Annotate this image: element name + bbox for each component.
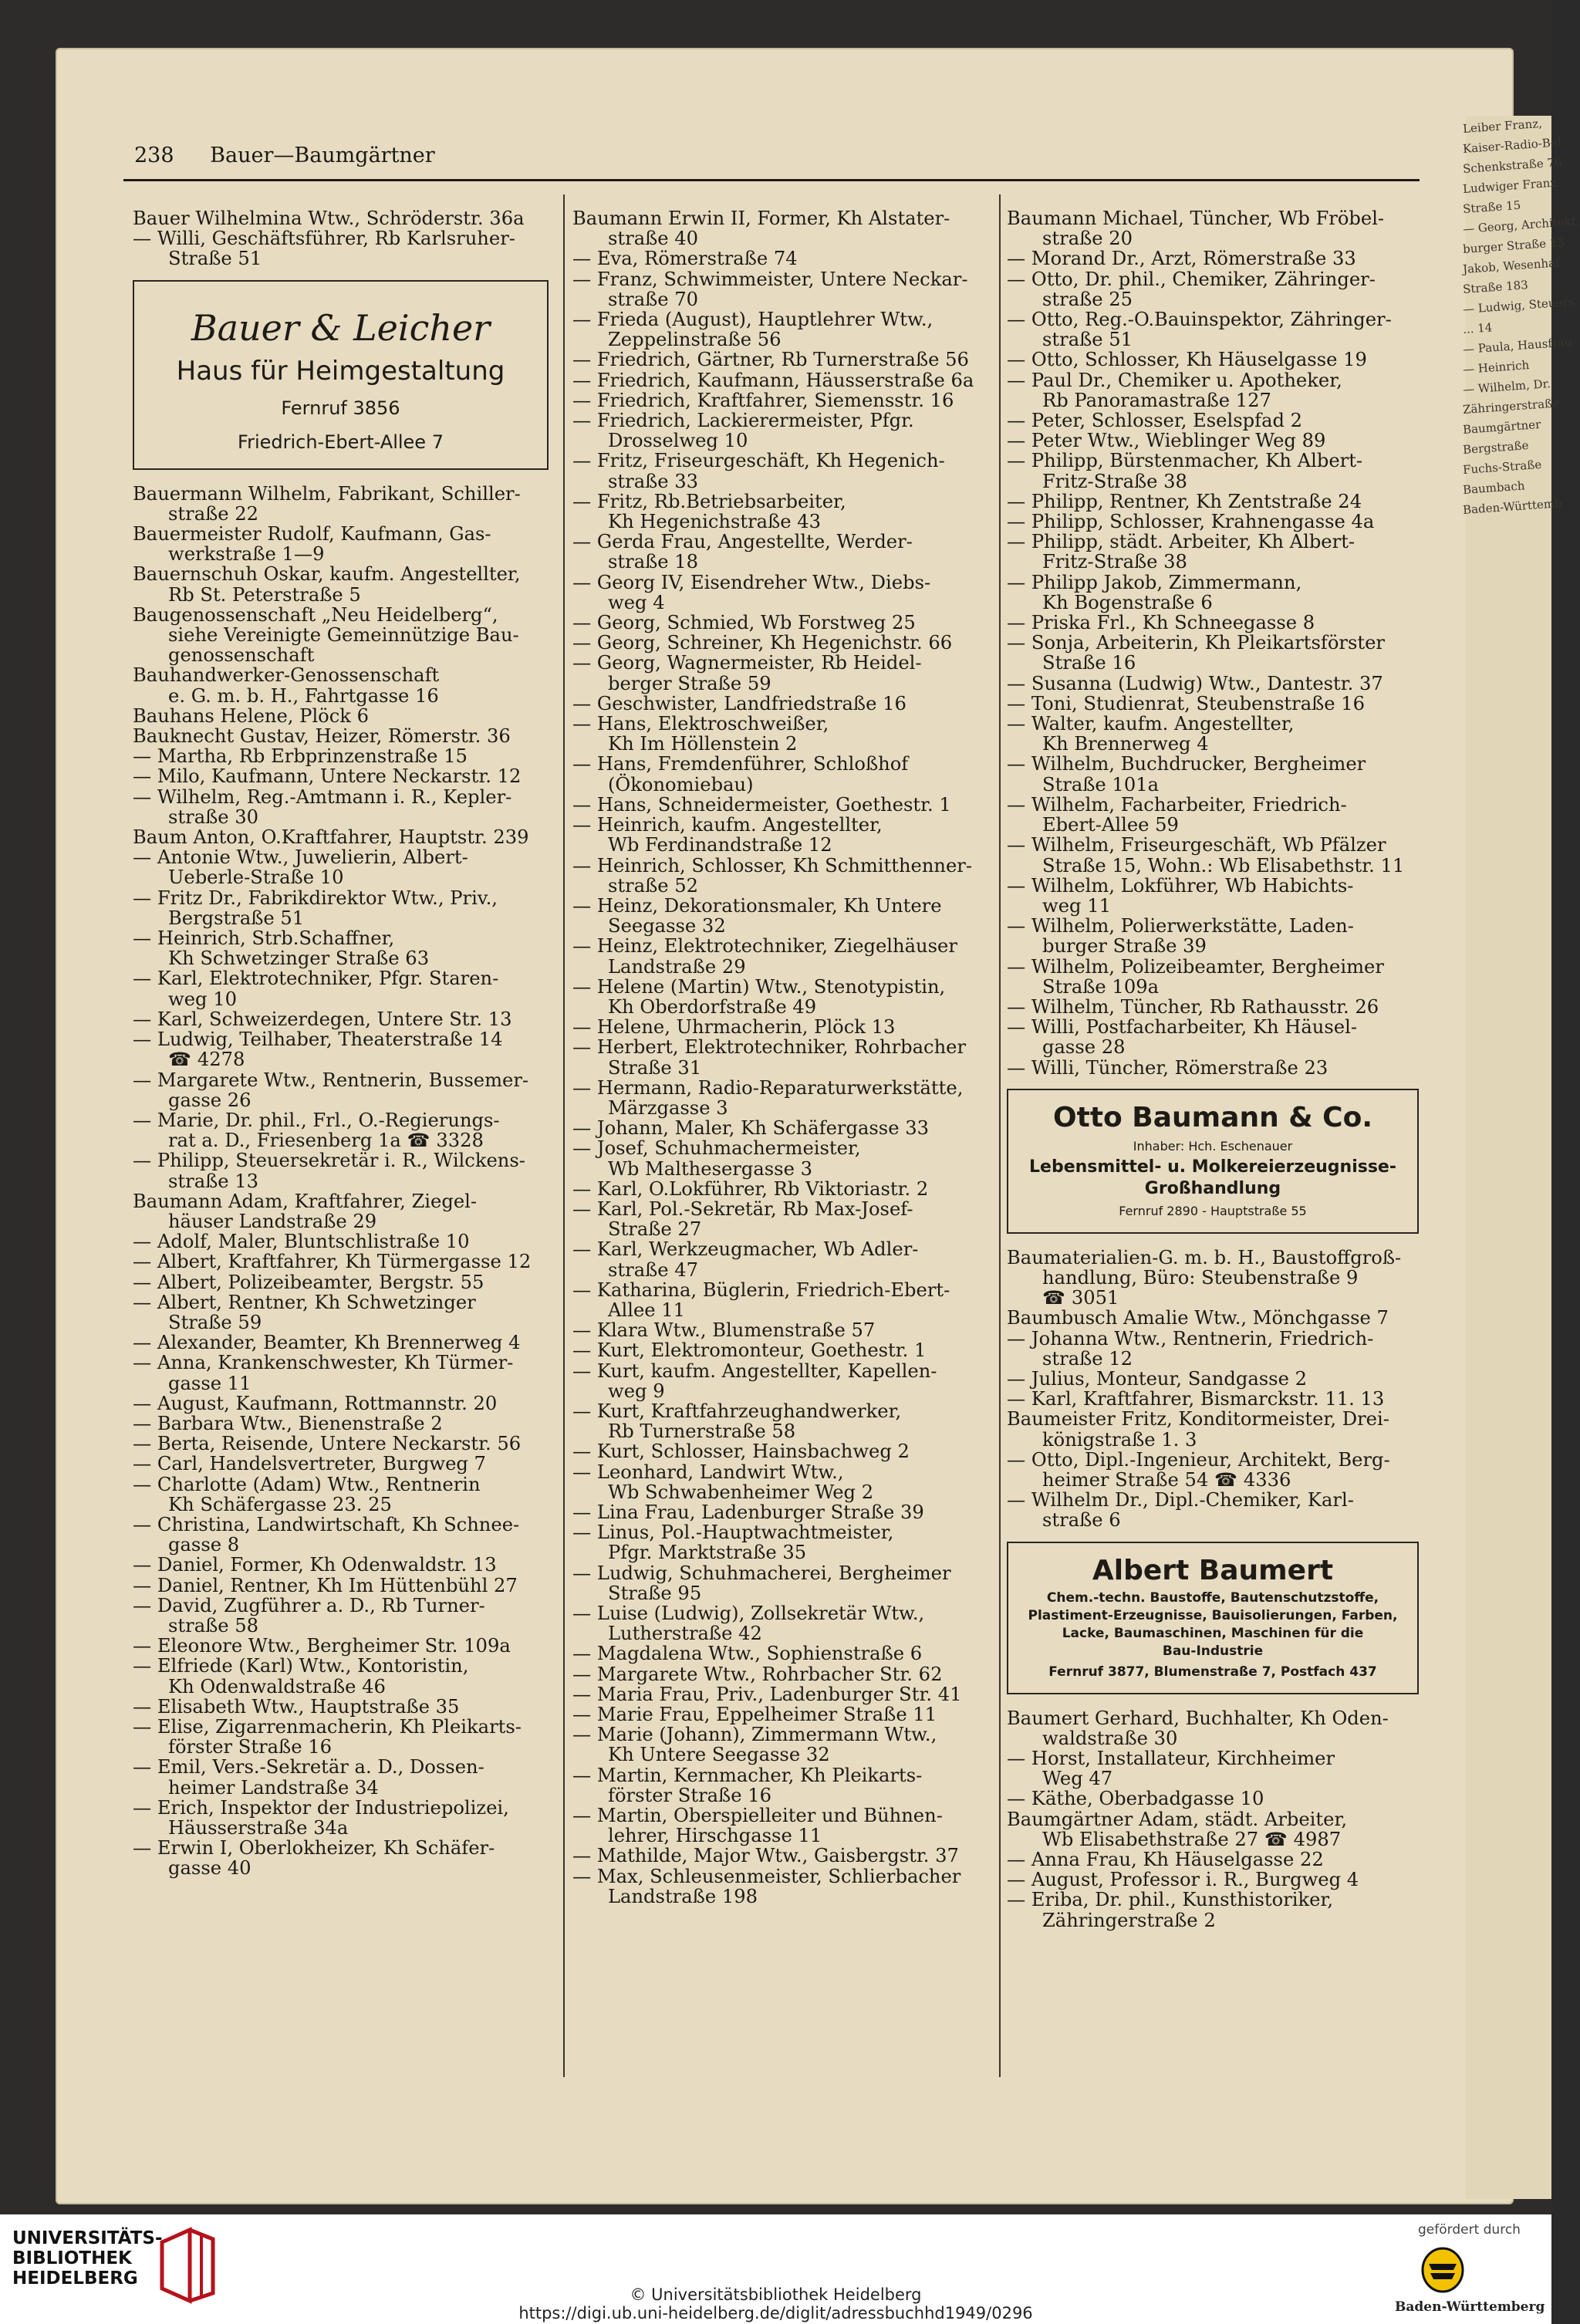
edge-text-fragment: Baumgärtner [1462,417,1541,437]
directory-entry: — Josef, Schuhmachermeister, Wb Malthesergasse 3 [572,1137,861,1180]
copyright-notice: © Universitätsbibliothek Heidelberg [630,2285,922,2304]
directory-entry: — Geschwister, Landfriedstraße 16 [572,692,906,714]
directory-entry: — Hans, Elektroschweißer, Kh Im Höllenstein 2 [572,713,829,755]
directory-entry: Bauer Wilhelmina Wtw., Schröderstr. 36a [133,208,525,229]
directory-entry: — Friedrich, Kaufmann, Häusserstraße 6a [572,369,974,391]
directory-entry: — Georg IV, Eisendreher Wtw., Diebs- weg 4 [572,571,931,613]
directory-entry: — Margarete Wtw., Rentnerin, Bussemer- gasse 26 [133,1069,529,1111]
library-name-line: HEIDELBERG [12,2268,138,2289]
edge-text-fragment: Jakob, Wesenhaf [1462,255,1561,276]
directory-entry: — Willi, Postfacharbeiter, Kh Häusel- gasse 28 [1007,1016,1358,1059]
edge-text-fragment: Kaiser-Radio-Bel [1462,135,1562,156]
directory-entry: Baumert Gerhard, Buchhalter, Kh Oden- waldstraße 30 [1007,1707,1389,1749]
directory-entry: — Kurt, kaufm. Angestellter, Kapellen- weg 9 [572,1360,937,1402]
ad-business-line: Bau-Industrie [1162,1643,1264,1659]
directory-entry: — Elisabeth Wtw., Hauptstraße 35 [133,1695,460,1718]
directory-entry: — Leonhard, Landwirt Wtw., Wb Schwabenheimer Weg 2 [572,1461,874,1503]
directory-entry: — Anna, Krankenschwester, Kh Türmer- gasse 11 [133,1352,514,1394]
directory-entry: — Friedrich, Gärtner, Rb Turnerstraße 56 [572,349,969,371]
directory-entry: — Anna Frau, Kh Häuselgasse 22 [1007,1849,1324,1870]
directory-entry: — Erwin I, Oberlokheizer, Kh Schäfer- gasse 40 [133,1837,495,1880]
directory-entry: — Friedrich, Kraftfahrer, Siemensstr. 16 [572,389,954,411]
directory-entry: Baumeister Fritz, Konditormeister, Drei- königstraße 1. 3 [1007,1408,1389,1451]
directory-entry: Baumann Michael, Tüncher, Wb Fröbel- straße 20 [1007,208,1385,250]
edge-text-fragment: — Ludwig, Steuers [1462,294,1575,316]
edge-text-fragment: Straße 15 [1462,198,1521,216]
directory-entry: — Wilhelm, Reg.-Amtmann i. R., Kepler- straße 30 [133,785,512,828]
directory-entry: — Georg, Schmied, Wb Forstweg 25 [572,612,916,634]
directory-entry: — Gerda Frau, Angestellte, Werder- straße 18 [572,531,913,573]
directory-entry: — Max, Schleusenmeister, Schlierbacher Landstraße 198 [572,1865,961,1907]
library-name [12,2228,163,2289]
footer-bar [0,2214,1551,2324]
directory-entry: — Philipp, Bürstenmacher, Kh Albert- Fritz-Straße 38 [1007,450,1363,492]
directory-entry: Baumbusch Amalie Wtw., Mönchgasse 7 [1007,1307,1389,1329]
edge-text-fragment: Schenkstraße 76 [1462,155,1563,176]
directory-entry: — Toni, Studienrat, Steubenstraße 16 [1007,692,1366,714]
directory-entry: Baumaterialien-G. m. b. H., Baustoffgroß- handlung, Büro: Steubenstraße 9 ☎ 3051 [1007,1246,1402,1309]
directory-entry: — Karl, Elektrotechniker, Pfgr. Staren- weg 10 [133,968,499,1010]
edge-text-fragment: Bergstraße [1462,438,1529,457]
directory-entry: — Philipp, Rentner, Kh Zentstraße 24 [1007,490,1362,512]
directory-entry: — Lina Frau, Ladenburger Straße 39 [572,1501,924,1523]
ad-business-line: Plastiment-Erzeugnisse, Bauisolierungen, Farben, [1028,1607,1398,1623]
directory-entry: — Fritz Dr., Fabrikdirektor Wtw., Priv., Bergstraße 51 [133,887,498,929]
directory-entry: — Wilhelm Dr., Dipl.-Chemiker, Karl- straße 6 [1007,1489,1354,1532]
running-title: Bauer—Baumgärtner [210,144,435,167]
directory-entry: — Mathilde, Major Wtw., Gaisbergstr. 37 [572,1845,959,1867]
directory-entry: — Friedrich, Lackierermeister, Pfgr. Drosselweg 10 [572,410,914,452]
ad-business-line: Chem.-techn. Baustoffe, Bautenschutzstoffe, [1046,1589,1379,1606]
directory-entry: — Margarete Wtw., Rohrbacher Str. 62 [572,1663,943,1685]
directory-entry: — August, Kaufmann, Rottmannstr. 20 [133,1392,498,1414]
directory-entry: — Fritz, Rb.Betriebsarbeiter, Kh Hegenichstraße 43 [572,490,846,533]
directory-entry: — Georg, Schreiner, Kh Hegenichstr. 66 [572,632,953,654]
header-rule [123,179,1420,181]
edge-text-fragment: Baumbach [1462,478,1526,497]
directory-entry: — Carl, Handelsvertreter, Burgweg 7 [133,1453,486,1475]
directory-entry: — Karl, Schweizerdegen, Untere Str. 13 [133,1008,512,1030]
directory-entry: — Erich, Inspektor der Industriepolizei, Häusserstraße 34a [133,1796,509,1839]
directory-entry: — Johann, Maler, Kh Schäfergasse 33 [572,1117,929,1140]
directory-entry: — Philipp Jakob, Zimmermann, Kh Bogenstraße 6 [1007,571,1302,613]
directory-entry: — Ludwig, Teilhaber, Theaterstraße 14 ☎ 4278 [133,1029,503,1071]
directory-entry: — Helene, Uhrmacherin, Plöck 13 [572,1016,896,1039]
directory-entry: Baugenossenschaft „Neu Heidelberg“, siehe Vereinigte Gemeinnützige Bau- genossenschaft [133,603,519,667]
state-name: Baden-Württemberg [1395,2299,1545,2315]
column-divider [999,194,1001,2077]
advertisement-box [1007,1089,1419,1234]
directory-entry: — Peter, Schlosser, Eselspfad 2 [1007,410,1303,432]
directory-entry: — Maria Frau, Priv., Ladenburger Str. 41 [572,1683,962,1705]
directory-entry: — David, Zugführer a. D., Rb Turner- straße 58 [133,1594,485,1637]
edge-text-fragment: — Georg, Architekt, [1462,214,1580,236]
directory-entry: — Wilhelm, Polizeibeamter, Bergheimer Straße 109a [1007,955,1384,998]
adjacent-page-edge [1462,116,1580,2199]
edge-text-fragment: ... 14 [1462,320,1493,336]
directory-entry: — August, Professor i. R., Burgweg 4 [1007,1869,1359,1891]
directory-entry: — Philipp, städt. Arbeiter, Kh Albert- Fritz-Straße 38 [1007,531,1355,573]
directory-entry: — Wilhelm, Friseurgeschäft, Wb Pfälzer Straße 15, Wohn.: Wb Elisabethstr. 11 [1007,834,1405,877]
directory-entry: — Herbert, Elektrotechniker, Rohrbacher Straße 31 [572,1036,967,1079]
funding-note: gefördert durch [1418,2222,1521,2238]
directory-entry: — Käthe, Oberbadgasse 10 [1007,1788,1264,1810]
directory-entry: Baum Anton, O.Kraftfahrer, Hauptstr. 239 [133,826,529,849]
directory-entry: Bauernschuh Oskar, kaufm. Angestellter, Rb St. Peterstraße 5 [133,563,521,606]
edge-text-fragment: — Wilhelm, Dr. [1462,377,1551,397]
directory-entry: — Paul Dr., Chemiker u. Apotheker, Rb Panoramastraße 127 [1007,369,1342,411]
column-1 [133,208,553,1879]
directory-entry: — Morand Dr., Arzt, Römerstraße 33 [1007,248,1356,270]
directory-entry: — Karl, O.Lokführer, Rb Viktoriastr. 2 [572,1177,929,1200]
ad-phone: Fernruf 3877, Blumenstraße 7, Postfach 437 [1048,1664,1377,1680]
directory-entry: — Georg, Wagnermeister, Rb Heidel- berger Straße 59 [572,652,922,694]
directory-entry: — Eleonore Wtw., Bergheimer Str. 109a [133,1635,511,1657]
directory-entry: — Wilhelm, Polierwerkstätte, Laden- burger Straße 39 [1007,915,1354,958]
directory-entry: — Frieda (August), Hauptlehrer Wtw., Zeppelinstraße 56 [572,309,933,351]
edge-text-fragment: Zähringerstraße [1462,396,1560,417]
directory-entry: — Albert, Rentner, Kh Schwetzinger Straße 59 [133,1291,476,1333]
directory-entry: — Karl, Kraftfahrer, Bismarckstr. 11. 13 [1007,1388,1385,1410]
source-url[interactable]: https://digi.ub.uni-heidelberg.de/diglit/adressbuchhd1949/0296 [518,2304,1033,2322]
directory-entry: — Magdalena Wtw., Sophienstraße 6 [572,1643,923,1665]
directory-entry: — Wilhelm, Buchdrucker, Bergheimer Straße 101a [1007,753,1366,795]
ad-company-name: Albert Baumert [1092,1554,1334,1586]
edge-text-fragment: Baden-Württemb [1462,496,1563,517]
directory-entry: — Adolf, Maler, Bluntschlistraße 10 [133,1231,470,1253]
directory-entry: — Wilhelm, Tüncher, Rb Rathausstr. 26 [1007,995,1379,1018]
directory-entry: — Heinz, Elektrotechniker, Ziegelhäuser Landstraße 29 [572,935,957,978]
directory-entry: — Philipp, Steuersekretär i. R., Wilckens- straße 13 [133,1150,525,1192]
directory-entry: — Willi, Tüncher, Römerstraße 23 [1007,1056,1328,1079]
ad-business-line: Lacke, Baumaschinen, Maschinen für die [1062,1625,1364,1641]
ad-phone: Fernruf 2890 - Hauptstraße 55 [1119,1203,1307,1218]
directory-entry: — Christina, Landwirtschaft, Kh Schnee- gasse 8 [133,1513,520,1556]
directory-entry: — Heinz, Dekorationsmaler, Kh Untere Seegasse 32 [572,894,942,937]
edge-text-fragment: — Paula, Hausfrau [1462,335,1573,356]
directory-entry: — Wilhelm, Facharbeiter, Friedrich- Ebert-Allee 59 [1007,793,1347,836]
directory-entry: — Hermann, Radio-Reparaturwerkstätte, Märzgasse 3 [572,1076,964,1119]
directory-entry: — Berta, Reisende, Untere Neckarstr. 56 [133,1433,522,1455]
ad-phone: Fernruf 3856 [281,397,400,419]
directory-entry: — Helene (Martin) Wtw., Stenotypistin, Kh Oberdorfstraße 49 [572,975,946,1018]
ad-company-name: Otto Baumann & Co. [1053,1101,1372,1133]
directory-entry: — Hans, Schneidermeister, Goethestr. 1 [572,793,951,816]
directory-entry: — Priska Frl., Kh Schneegasse 8 [1007,612,1315,634]
directory-entry: — Karl, Werkzeugmacher, Wb Adler- straße 47 [572,1238,919,1281]
directory-entry: — Emil, Vers.-Sekretär a. D., Dossen- heimer Landstraße 34 [133,1756,484,1799]
directory-entry: — Peter Wtw., Wieblinger Weg 89 [1007,430,1326,452]
ad-business-line: Lebensmittel- u. Molkereierzeugnisse- [1029,1157,1396,1177]
library-name-line: UNIVERSITÄTS- [12,2228,163,2248]
advertisement-box [133,280,549,470]
directory-entry: — Ludwig, Schuhmacherei, Bergheimer Straße 95 [572,1562,951,1604]
directory-entry: — Katharina, Büglerin, Friedrich-Ebert- Allee 11 [572,1279,950,1321]
directory-entry: — Walter, kaufm. Angestellter, Kh Brennerweg 4 [1007,713,1295,755]
directory-entry: — Charlotte (Adam) Wtw., Rentnerin Kh Schäfergasse 23. 25 [133,1473,481,1515]
directory-entry: — Horst, Installateur, Kirchheimer Weg 47 [1007,1747,1335,1790]
directory-entry: — Julius, Monteur, Sandgasse 2 [1007,1367,1307,1390]
column-2 [572,208,989,1907]
edge-text-fragment: — Heinrich [1462,358,1530,377]
edge-text-fragment: burger Straße 13 [1462,235,1565,256]
state-coat-of-arms-icon [1418,2244,1467,2293]
directory-entry: — Albert, Polizeibeamter, Bergstr. 55 [133,1271,484,1293]
ad-company-name: Bauer & Leicher [191,306,491,349]
directory-entry: — Martin, Kernmacher, Kh Pleikarts- förster Straße 16 [572,1764,923,1806]
directory-entry: — Heinrich, kaufm. Angestellter, Wb Ferdinandstraße 12 [572,814,883,856]
directory-entry: — Daniel, Rentner, Kh Im Hüttenbühl 27 [133,1574,518,1596]
page-number: 238 [134,144,174,167]
page-header [134,144,435,167]
ad-business-line: Großhandlung [1144,1178,1281,1198]
edge-text-fragment: Leiber Franz, [1462,116,1543,136]
directory-entry: — Kurt, Elektromonteur, Goethestr. 1 [572,1339,927,1362]
directory-entry: Baumann Erwin II, Former, Kh Alstater- straße 40 [572,208,950,250]
directory-entry: — Johanna Wtw., Rentnerin, Friedrich- straße 12 [1007,1327,1374,1370]
directory-entry: — Kurt, Kraftfahrzeughandwerker, Rb Turnerstraße 58 [572,1400,902,1443]
directory-entry: — Albert, Kraftfahrer, Kh Türmergasse 12 [133,1251,532,1273]
directory-entry: — Otto, Schlosser, Kh Häuselgasse 19 [1007,349,1367,371]
directory-entry: — Milo, Kaufmann, Untere Neckarstr. 12 [133,765,522,788]
directory-entry: — Franz, Schwimmeister, Untere Neckar- straße 70 [572,268,968,310]
edge-text-fragment: Ludwiger Franz, [1462,175,1561,196]
ad-address: Friedrich-Ebert-Allee 7 [238,431,444,453]
directory-entry: — Martin, Oberspielleiter und Bühnen- lehrer, Hirschgasse 11 [572,1805,943,1847]
directory-entry: — Philipp, Schlosser, Krahnengasse 4a [1007,511,1375,533]
directory-entry: Baumgärtner Adam, städt. Arbeiter, Wb Elisabethstraße 27 ☎ 4987 [1007,1808,1348,1850]
library-name-line: BIBLIOTHEK [12,2248,132,2268]
directory-entry: — Martha, Rb Erbprinzenstraße 15 [133,745,468,768]
directory-entry: — Alexander, Beamter, Kh Brennerweg 4 [133,1332,521,1354]
ad-owner: Inhaber: Hch. Eschenauer [1133,1138,1293,1154]
directory-entry: Bauermann Wilhelm, Fabrikant, Schiller- straße 22 [133,482,521,525]
directory-entry: — Klara Wtw., Blumenstraße 57 [572,1319,876,1342]
directory-entry: — Antonie Wtw., Juwelierin, Albert- Ueberle-Straße 10 [133,846,468,889]
column-3 [1007,208,1423,1930]
directory-entry: — Sonja, Arbeiterin, Kh Pleikartsförster Straße 16 [1007,632,1385,674]
column-divider [563,194,565,2077]
directory-entry: — Heinrich, Strb.Schaffner, Kh Schwetzinger Straße 63 [133,927,430,970]
directory-entry: — Karl, Pol.-Sekretär, Rb Max-Josef- Straße 27 [572,1197,913,1241]
directory-entry: — Fritz, Friseurgeschäft, Kh Hegenich- straße 33 [572,450,945,492]
directory-entry: Bauhandwerker-Genossenschaft e. G. m. b. H., Fahrtgasse 16 [133,664,440,707]
directory-entry: — Marie, Dr. phil., Frl., O.-Regierungs- rat a. D., Friesenberg 1a ☎ 3328 [133,1109,500,1152]
directory-entry: — Wilhelm, Lokführer, Wb Habichts- weg 11 [1007,874,1354,917]
directory-entry: — Eriba, Dr. phil., Kunsthistoriker, Zähringerstraße 2 [1007,1889,1334,1931]
edge-text-fragment: Straße 183 [1462,278,1529,296]
directory-entry: — Linus, Pol.-Hauptwachtmeister, Pfgr. Marktstraße 35 [572,1522,894,1564]
directory-entry: — Susanna (Ludwig) Wtw., Dantestr. 37 [1007,672,1383,694]
edge-text-fragment: Fuchs-Straße [1462,457,1542,477]
directory-entry: — Luise (Ludwig), Zollsekretär Wtw., Lutherstraße 42 [572,1603,925,1645]
directory-entry: Baumann Adam, Kraftfahrer, Ziegel- häuser Landstraße 29 [133,1190,478,1232]
directory-entry: — Elfriede (Karl) Wtw., Kontoristin, Kh Odenwaldstraße 46 [133,1655,469,1697]
directory-entry: Bauermeister Rudolf, Kaufmann, Gas- werkstraße 1—9 [133,523,491,566]
directory-entry: — Otto, Reg.-O.Bauinspektor, Zähringer- straße 51 [1007,309,1392,351]
advertisement-box [1007,1542,1419,1694]
directory-entry: — Marie (Johann), Zimmermann Wtw., Kh Untere Seegasse 32 [572,1724,937,1766]
ad-tagline: Haus für Heimgestaltung [176,355,505,387]
directory-entry: Bauknecht Gustav, Heizer, Römerstr. 36 [133,725,511,748]
directory-entry: Bauhans Helene, Plöck 6 [133,704,370,727]
directory-entry: — Elise, Zigarrenmacherin, Kh Pleikarts- förster Straße 16 [133,1716,522,1758]
directory-entry: — Otto, Dipl.-Ingenieur, Architekt, Berg- heimer Straße 54 ☎ 4336 [1007,1448,1390,1491]
directory-entry: — Marie Frau, Eppelheimer Straße 11 [572,1704,937,1726]
directory-entry: — Heinrich, Schlosser, Kh Schmitthenner- straße 52 [572,854,973,897]
directory-entry: — Barbara Wtw., Bienenstraße 2 [133,1412,443,1434]
directory-entry: — Daniel, Former, Kh Odenwaldstr. 13 [133,1554,497,1576]
directory-entry: — Willi, Geschäftsführer, Rb Karlsruher- Straße 51 [133,228,515,270]
directory-entry: — Kurt, Schlosser, Hainsbachweg 2 [572,1441,910,1463]
directory-entry: — Hans, Fremdenführer, Schloßhof (Ökonomiebau) [572,753,909,795]
directory-entry: — Eva, Römerstraße 74 [572,248,798,270]
directory-entry: — Otto, Dr. phil., Chemiker, Zähringer- straße 25 [1007,268,1376,310]
